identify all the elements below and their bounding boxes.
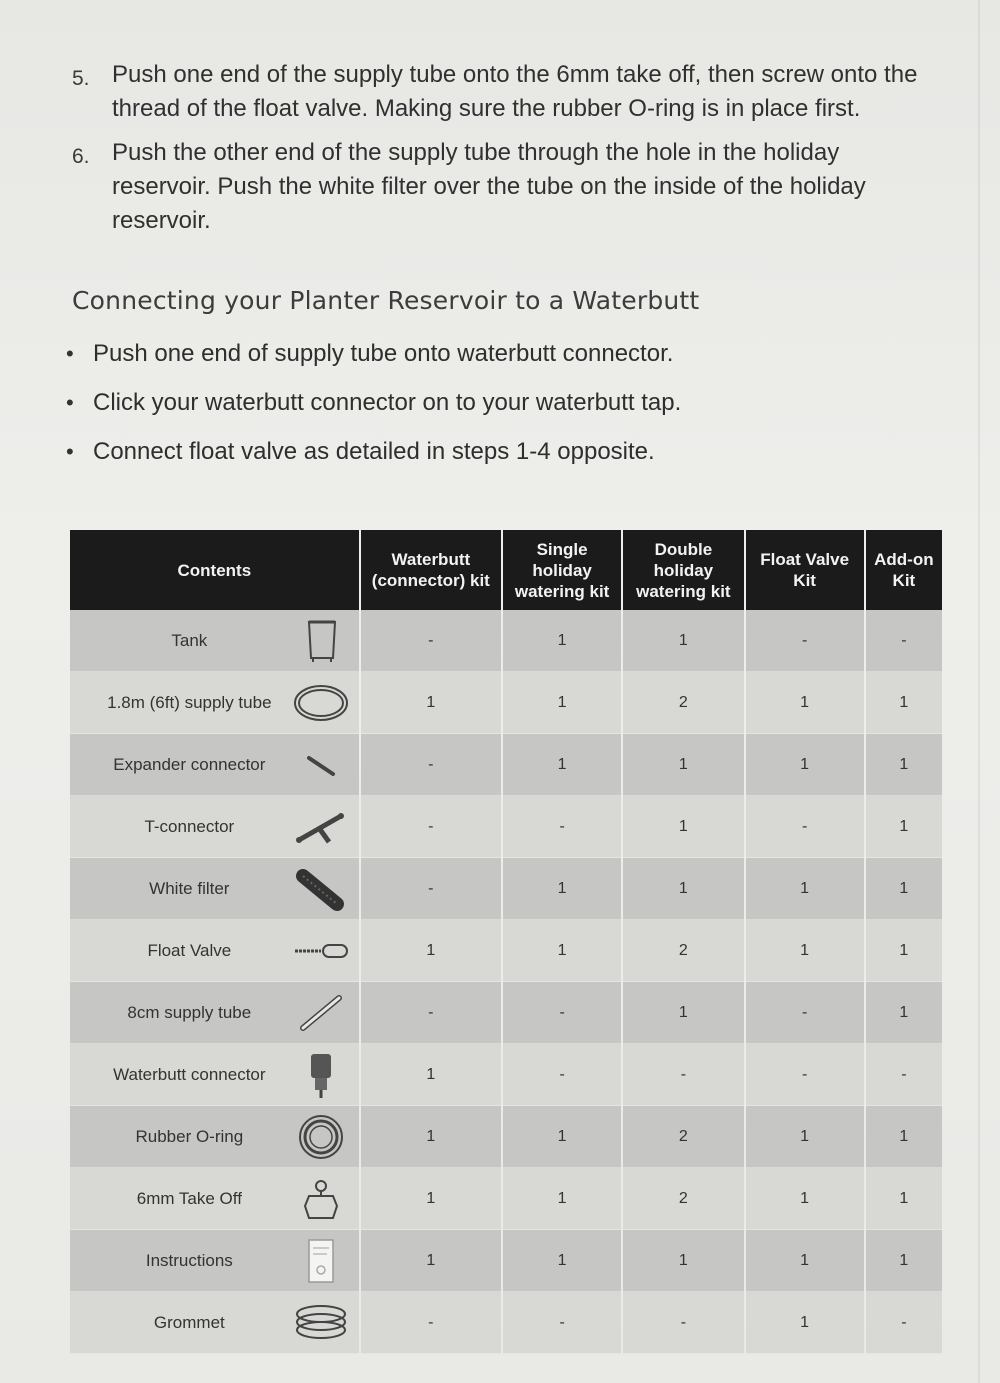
quantity-cell: - bbox=[361, 1292, 501, 1354]
item-cell bbox=[70, 858, 359, 920]
table-row bbox=[70, 796, 942, 858]
section-heading: Connecting your Planter Reservoir to a Waterbutt bbox=[72, 286, 700, 315]
quantity-cell: - bbox=[503, 1044, 621, 1106]
quantity-cell: 1 bbox=[503, 1168, 621, 1230]
item-cell bbox=[70, 920, 359, 982]
step-text: Push the other end of the supply tube through the hole in the holiday reservoir. Push the white filter over the tube on the inside of the holiday reservoir. bbox=[112, 139, 866, 234]
quantity-cell: - bbox=[746, 610, 864, 672]
item-label: 1.8m (6ft) supply tube bbox=[107, 692, 272, 712]
bullet-dot: • bbox=[66, 341, 74, 366]
table-header-row bbox=[70, 530, 942, 610]
o-ring-icon bbox=[291, 1112, 351, 1162]
table-row bbox=[70, 982, 942, 1044]
item-label: 6mm Take Off bbox=[136, 1188, 242, 1208]
step-number: 6. bbox=[72, 145, 90, 168]
item-cell bbox=[70, 1168, 359, 1230]
quantity-cell: 1 bbox=[866, 1230, 942, 1292]
quantity-cell: - bbox=[746, 982, 864, 1044]
item-cell bbox=[70, 1292, 359, 1354]
quantity-cell: 1 bbox=[866, 734, 942, 796]
quantity-cell: 1 bbox=[503, 1230, 621, 1292]
quantity-cell: 1 bbox=[623, 796, 743, 858]
table-row bbox=[70, 1292, 942, 1354]
quantity-cell: 1 bbox=[746, 1106, 864, 1168]
table-row bbox=[70, 1230, 942, 1292]
item-cell bbox=[70, 1106, 359, 1168]
quantity-cell: 1 bbox=[746, 672, 864, 734]
quantity-cell: 2 bbox=[623, 920, 743, 982]
quantity-cell: - bbox=[746, 1044, 864, 1106]
quantity-cell: 1 bbox=[623, 1230, 743, 1292]
quantity-cell: - bbox=[623, 1292, 743, 1354]
quantity-cell: 1 bbox=[866, 982, 942, 1044]
quantity-cell: 1 bbox=[623, 982, 743, 1044]
quantity-cell: 1 bbox=[746, 1168, 864, 1230]
column-header-kit: Single holiday watering kit bbox=[503, 530, 621, 610]
quantity-cell: 1 bbox=[361, 672, 501, 734]
column-header-kit: Waterbutt (connector) kit bbox=[361, 530, 501, 610]
bullet-dot: • bbox=[66, 439, 74, 464]
quantity-cell: - bbox=[361, 858, 501, 920]
quantity-cell: 1 bbox=[503, 1106, 621, 1168]
bullet-list bbox=[66, 340, 681, 487]
tank-icon bbox=[291, 616, 351, 666]
paper-fold bbox=[978, 0, 980, 1383]
quantity-cell: - bbox=[361, 610, 501, 672]
table-row bbox=[70, 858, 942, 920]
numbered-steps bbox=[72, 58, 942, 248]
step-text: Push one end of the supply tube onto the 6mm take off, then screw onto the thread of the float valve. Making sure the rubber O-ring is in place first. bbox=[112, 61, 918, 122]
quantity-cell: 2 bbox=[623, 672, 743, 734]
item-label: Waterbutt connector bbox=[113, 1064, 266, 1084]
column-header-kit: Double holiday watering kit bbox=[623, 530, 743, 610]
quantity-cell: 1 bbox=[746, 734, 864, 796]
float-valve-icon bbox=[291, 926, 351, 976]
filter-icon bbox=[291, 864, 351, 914]
table-row bbox=[70, 920, 942, 982]
quantity-cell: 1 bbox=[866, 1168, 942, 1230]
quantity-cell: 1 bbox=[503, 672, 621, 734]
bullet-item bbox=[66, 340, 681, 389]
quantity-cell: - bbox=[866, 1292, 942, 1354]
quantity-cell: 1 bbox=[866, 796, 942, 858]
quantity-cell: 1 bbox=[503, 920, 621, 982]
quantity-cell: - bbox=[746, 796, 864, 858]
table-body bbox=[70, 610, 942, 1354]
item-label: Expander connector bbox=[113, 754, 266, 774]
quantity-cell: 1 bbox=[746, 1230, 864, 1292]
quantity-cell: 1 bbox=[503, 858, 621, 920]
quantity-cell: 1 bbox=[623, 858, 743, 920]
contents-table bbox=[68, 530, 944, 1354]
quantity-cell: 2 bbox=[623, 1168, 743, 1230]
take-off-icon bbox=[291, 1174, 351, 1224]
item-label: Tank bbox=[171, 630, 208, 650]
item-label: Grommet bbox=[153, 1312, 225, 1332]
item-label: Instructions bbox=[145, 1250, 233, 1270]
item-cell bbox=[70, 1044, 359, 1106]
item-label: 8cm supply tube bbox=[127, 1002, 252, 1022]
item-cell bbox=[70, 1230, 359, 1292]
step-number: 5. bbox=[72, 67, 90, 90]
table-row bbox=[70, 672, 942, 734]
bullet-dot: • bbox=[66, 390, 74, 415]
quantity-cell: 1 bbox=[361, 1044, 501, 1106]
coiled-tube-icon bbox=[291, 678, 351, 728]
quantity-cell: 1 bbox=[866, 1106, 942, 1168]
quantity-cell: - bbox=[866, 610, 942, 672]
quantity-cell: - bbox=[361, 734, 501, 796]
item-cell bbox=[70, 672, 359, 734]
quantity-cell: 1 bbox=[746, 920, 864, 982]
quantity-cell: 1 bbox=[866, 920, 942, 982]
step-5 bbox=[72, 58, 942, 126]
quantity-cell: 1 bbox=[361, 1230, 501, 1292]
grommet-icon bbox=[291, 1298, 351, 1348]
instructions-icon bbox=[291, 1236, 351, 1286]
item-label: White filter bbox=[149, 878, 230, 898]
column-header-contents: Contents bbox=[70, 530, 359, 610]
item-cell bbox=[70, 796, 359, 858]
quantity-cell: 2 bbox=[623, 1106, 743, 1168]
bullet-item bbox=[66, 438, 681, 487]
item-label: Rubber O-ring bbox=[135, 1126, 244, 1146]
step-6 bbox=[72, 136, 942, 238]
quantity-cell: 1 bbox=[361, 920, 501, 982]
item-cell bbox=[70, 610, 359, 672]
table-row bbox=[70, 1106, 942, 1168]
column-header-kit: Float Valve Kit bbox=[746, 530, 864, 610]
quantity-cell: - bbox=[503, 796, 621, 858]
quantity-cell: - bbox=[623, 1044, 743, 1106]
item-label: T-connector bbox=[144, 816, 235, 836]
table-row bbox=[70, 1044, 942, 1106]
bullet-item bbox=[66, 389, 681, 438]
quantity-cell: 1 bbox=[623, 610, 743, 672]
t-connector-icon bbox=[291, 802, 351, 852]
quantity-cell: - bbox=[361, 796, 501, 858]
expander-connector-icon bbox=[291, 740, 351, 790]
quantity-cell: 1 bbox=[361, 1106, 501, 1168]
short-tube-icon bbox=[291, 988, 351, 1038]
quantity-cell: 1 bbox=[503, 610, 621, 672]
table-row bbox=[70, 734, 942, 796]
item-label: Float Valve bbox=[147, 940, 232, 960]
quantity-cell: 1 bbox=[623, 734, 743, 796]
table-row bbox=[70, 610, 942, 672]
quantity-cell: - bbox=[866, 1044, 942, 1106]
quantity-cell: - bbox=[503, 982, 621, 1044]
quantity-cell: 1 bbox=[503, 734, 621, 796]
quantity-cell: 1 bbox=[866, 858, 942, 920]
quantity-cell: 1 bbox=[866, 672, 942, 734]
bullet-text: Push one end of supply tube onto waterbutt connector. bbox=[93, 340, 674, 367]
quantity-cell: 1 bbox=[746, 858, 864, 920]
column-header-kit: Add-on Kit bbox=[866, 530, 942, 610]
quantity-cell: 1 bbox=[746, 1292, 864, 1354]
quantity-cell: 1 bbox=[361, 1168, 501, 1230]
waterbutt-connector-icon bbox=[291, 1050, 351, 1100]
quantity-cell: - bbox=[503, 1292, 621, 1354]
bullet-text: Connect float valve as detailed in steps 1-4 opposite. bbox=[93, 438, 655, 465]
bullet-text: Click your waterbutt connector on to your waterbutt tap. bbox=[93, 389, 682, 416]
quantity-cell: - bbox=[361, 982, 501, 1044]
table-row bbox=[70, 1168, 942, 1230]
item-cell bbox=[70, 734, 359, 796]
item-cell bbox=[70, 982, 359, 1044]
